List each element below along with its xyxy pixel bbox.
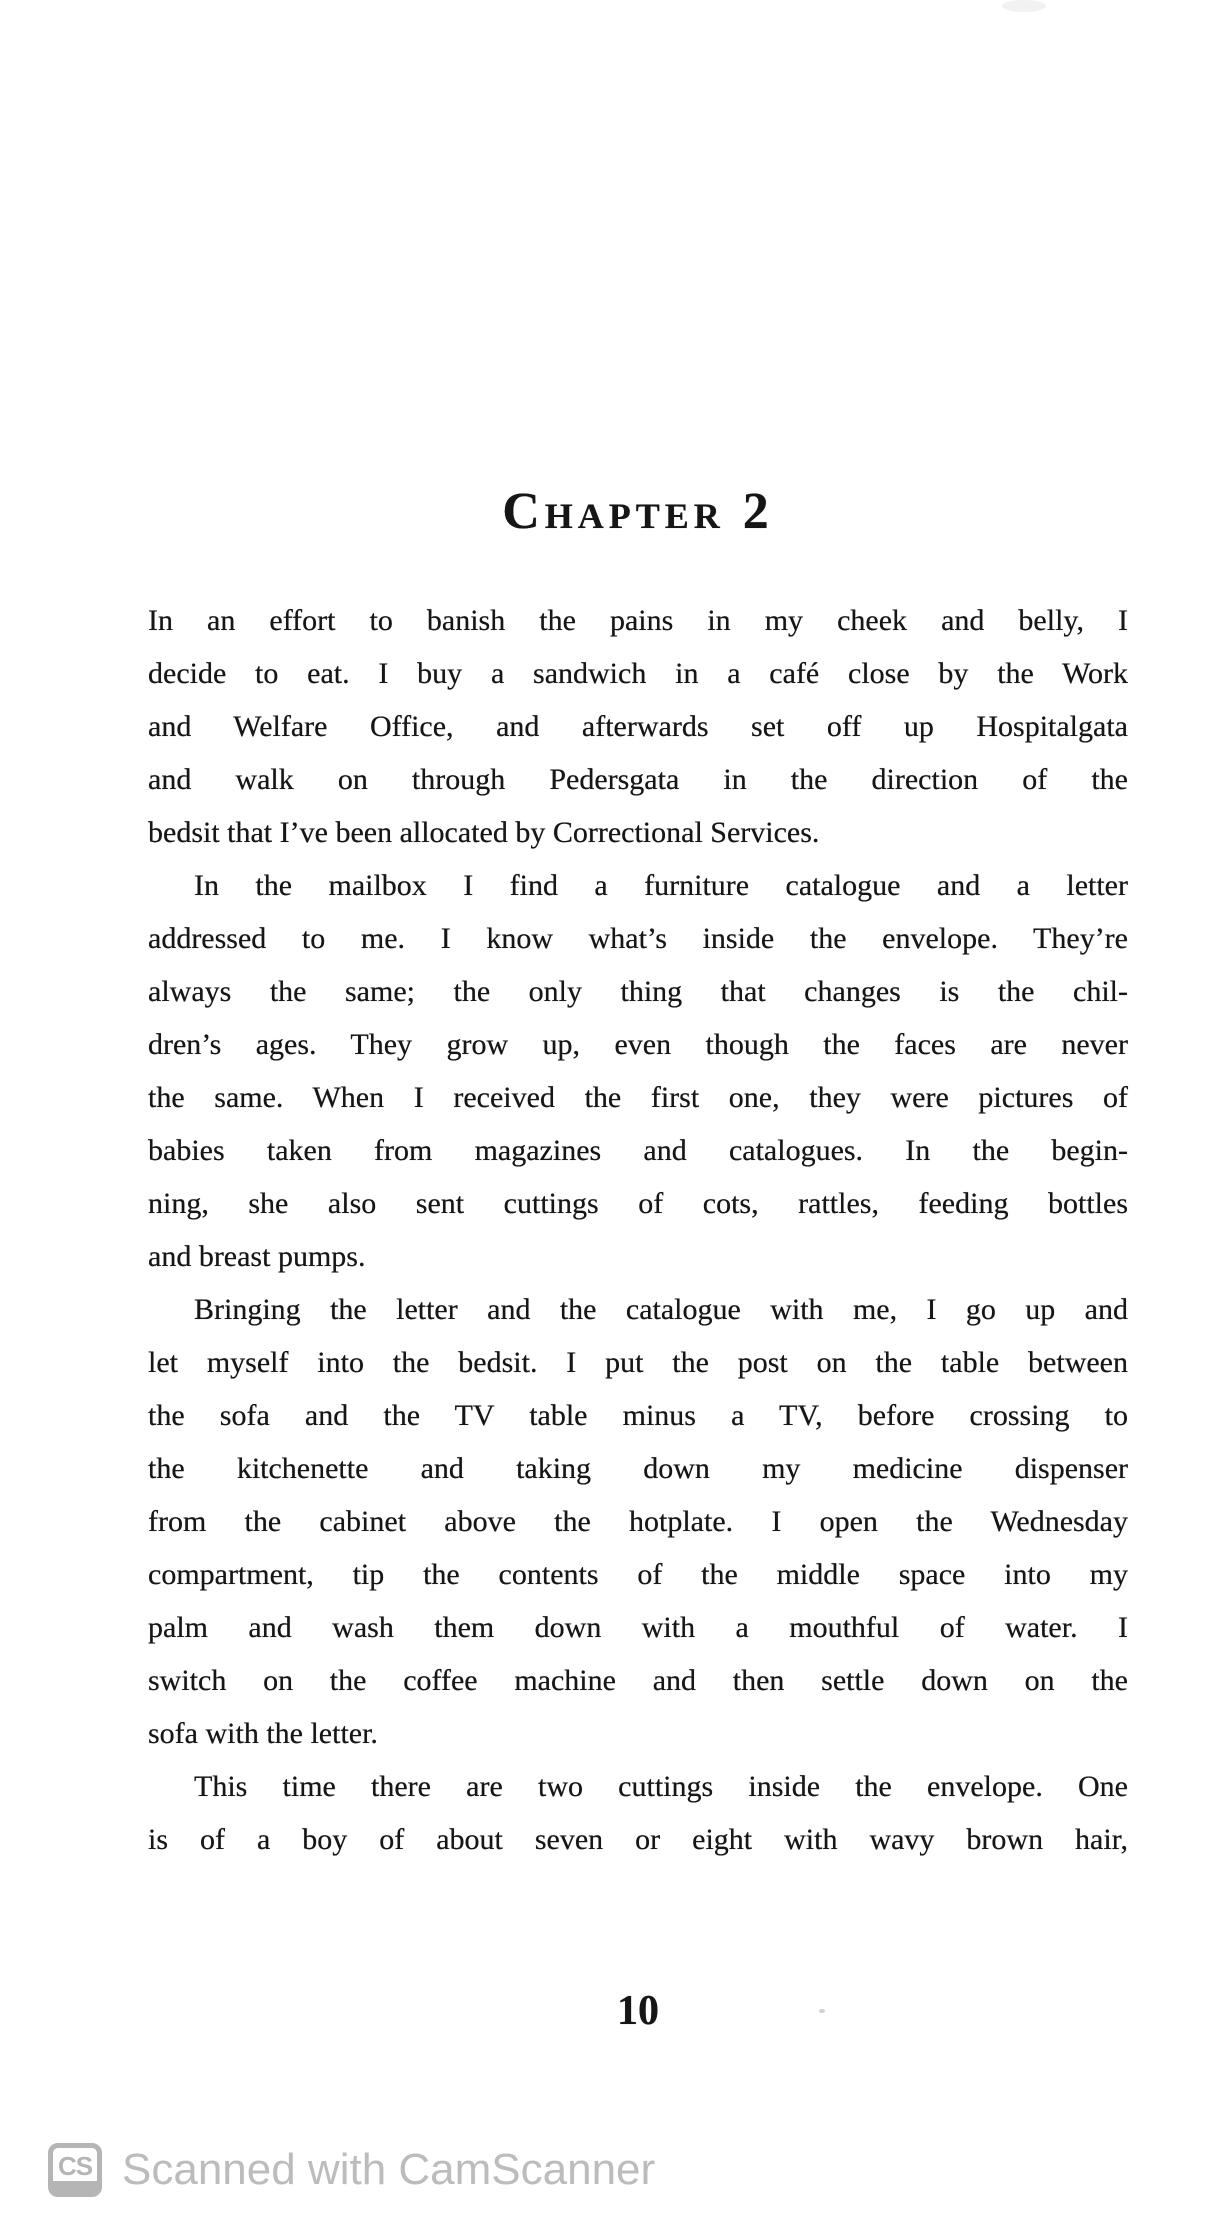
text-line: palm and wash them down with a mouthful of water. I	[148, 1611, 1128, 1644]
text-line: is of a boy of about seven or eight with wavy brown hair,	[148, 1823, 1128, 1856]
text-line: let myself into the bedsit. I put the post on the table between	[148, 1346, 1128, 1379]
body-text	[148, 594, 1128, 1866]
text-line: In an effort to banish the pains in my cheek and belly, I	[148, 604, 1128, 637]
text-line: This time there are two cuttings inside the envelope. One	[194, 1770, 1128, 1803]
text-line: compartment, tip the contents of the middle space into my	[148, 1558, 1128, 1591]
text-line: the same. When I received the first one, they were pictures of	[148, 1081, 1128, 1114]
camscanner-icon-label: CS	[57, 2151, 93, 2181]
scan-smudge	[1002, 0, 1046, 12]
text-line: from the cabinet above the hotplate. I open the Wednesday	[148, 1505, 1128, 1538]
text-line: the sofa and the TV table minus a TV, before crossing to	[148, 1399, 1128, 1432]
text-line: Bringing the letter and the catalogue with me, I go up and	[194, 1293, 1128, 1326]
text-line: addressed to me. I know what’s inside the envelope. They’re	[148, 922, 1128, 955]
scan-speck	[819, 2009, 825, 2013]
camscanner-watermark-text: Scanned with CamScanner	[122, 2145, 656, 2194]
text-line: babies taken from magazines and catalogues. In the begin-	[148, 1134, 1128, 1167]
text-line: and breast pumps.	[148, 1240, 366, 1273]
camscanner-icon	[48, 2143, 102, 2197]
text-line: and walk on through Pedersgata in the direction of the	[148, 763, 1128, 796]
text-line: bedsit that I’ve been allocated by Correctional Services.	[148, 816, 820, 849]
page-number: 10	[617, 1988, 659, 2034]
chapter-heading: Chapter 2	[502, 483, 774, 540]
text-line: the kitchenette and taking down my medicine dispenser	[148, 1452, 1128, 1485]
camscanner-icon-band	[53, 2181, 97, 2192]
text-line: ning, she also sent cuttings of cots, rattles, feeding bottles	[148, 1187, 1128, 1220]
text-line: sofa with the letter.	[148, 1717, 378, 1750]
text-line: decide to eat. I buy a sandwich in a café close by the Work	[148, 657, 1128, 690]
text-line: In the mailbox I find a furniture catalogue and a letter	[194, 869, 1128, 902]
text-line: dren’s ages. They grow up, even though the faces are never	[148, 1028, 1128, 1061]
text-line: switch on the coffee machine and then settle down on the	[148, 1664, 1128, 1697]
text-line: and Welfare Office, and afterwards set off up Hospitalgata	[148, 710, 1128, 743]
camscanner-watermark	[0, 2130, 1216, 2220]
text-line: always the same; the only thing that changes is the chil-	[148, 975, 1128, 1008]
